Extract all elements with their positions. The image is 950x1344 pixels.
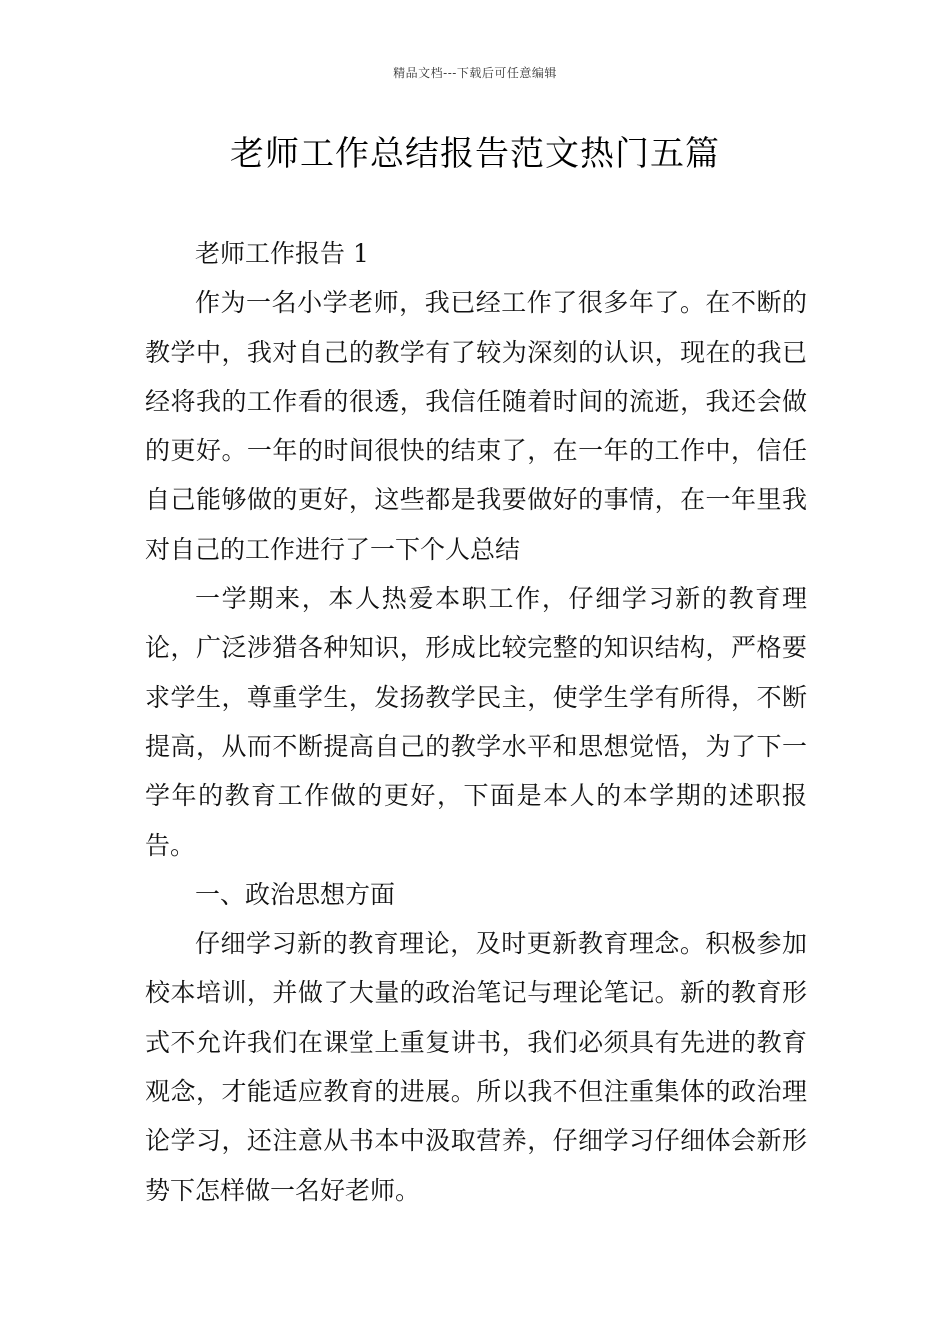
paragraph-intro: 作为一名小学老师，我已经工作了很多年了。在不断的教学中，我对自己的教学有了较为深刻的认识，现在的我已经将我的工作看的很透，我信任随着时间的流逝，我还会做的更好。一年的时间很快的结束了，在一年的工作中，信任自己能够做的更好，这些都是我要做好的事情，在一年里我对自己的工作进行了一下个人总结 — [145, 288, 807, 564]
section-heading-report-1: 老师工作报告 1 — [195, 239, 369, 268]
paragraph-semester-summary: 一学期来，本人热爱本职工作，仔细学习新的教育理论，广泛涉猎各种知识，形成比较完整的知识结构，严格要求学生，尊重学生，发扬教学民主，使学生学有所得，不断提高，从而不断提高自己的教学水平和思想觉悟，为了下一学年的教育工作做的更好，下面是本人的本学期的述职报告。 — [145, 584, 807, 860]
header-note: 精品文档---下载后可任意编辑 — [393, 66, 557, 80]
paragraph-political-thought: 仔细学习新的教育理论，及时更新教育理念。积极参加校本培训，并做了大量的政治笔记与理论笔记。新的教育形式不允许我们在课堂上重复讲书，我们必须具有先进的教育观念，才能适应教育的进展。所以我不但注重集体的政治理论学习，还注意从书本中汲取营养，仔细学习仔细体会新形势下怎样做一名好老师。 — [145, 929, 807, 1205]
section-heading-political-thought: 一、政治思想方面 — [195, 879, 396, 909]
document-body — [145, 229, 807, 1215]
document-title: 老师工作总结报告范文热门五篇 — [230, 134, 720, 174]
